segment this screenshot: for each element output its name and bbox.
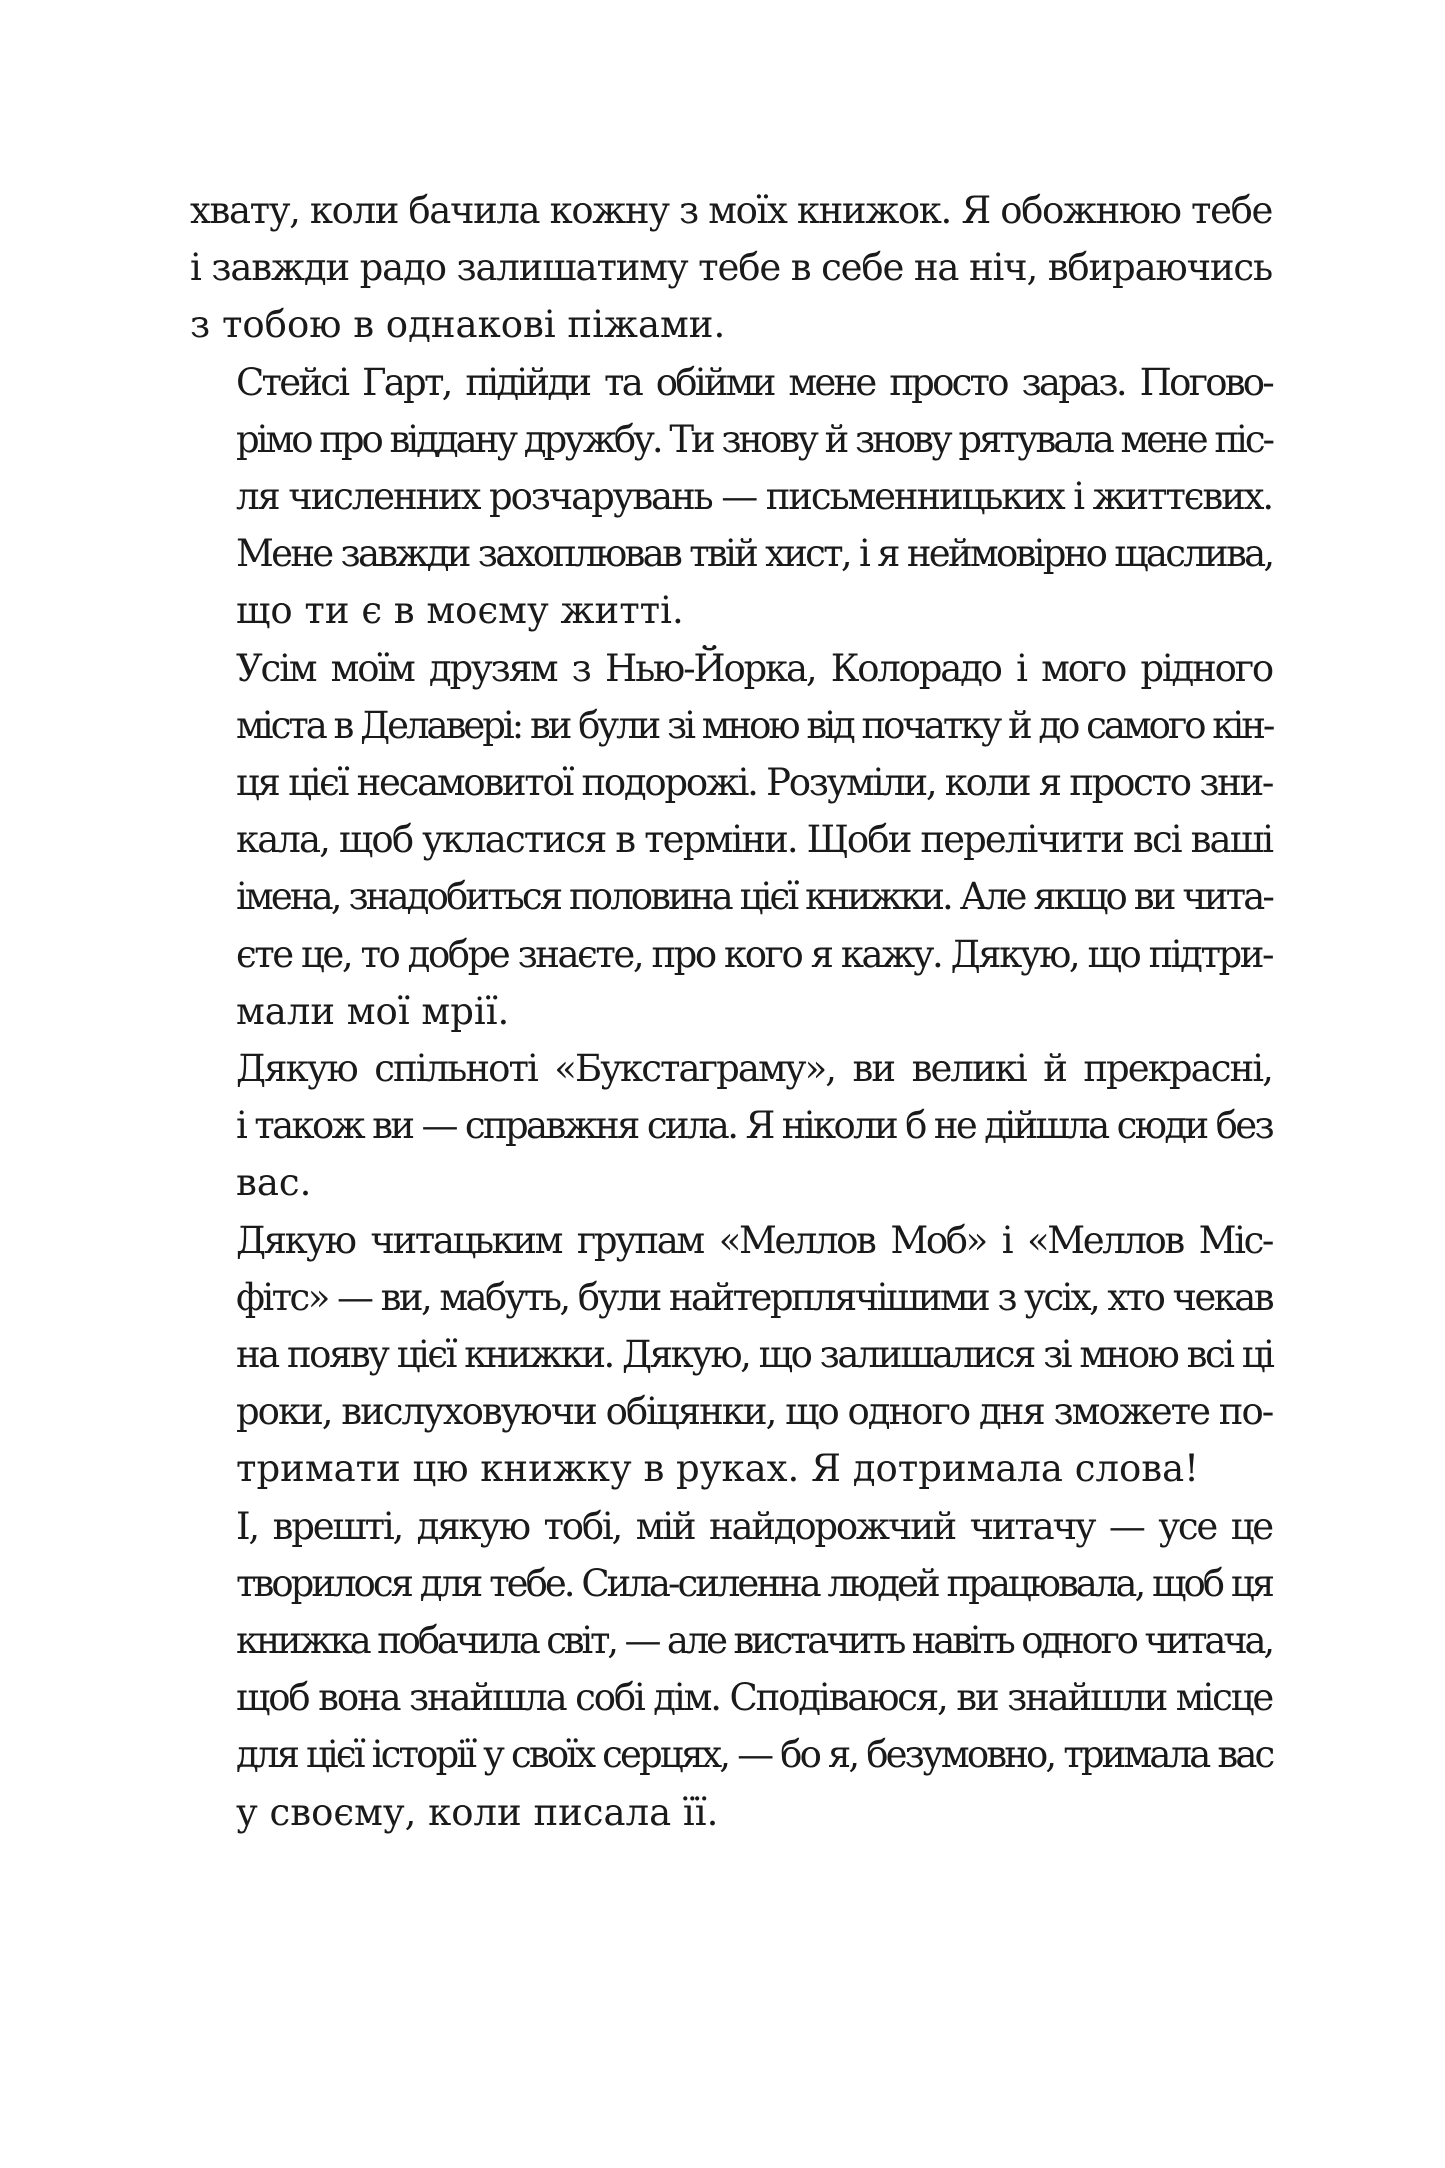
text-line: рімо про віддану дружбу. Ти знову й знову рятувала мене піс-: [236, 417, 1272, 461]
paragraph-reading-groups: [190, 1212, 1272, 1498]
text-line: І, врешті, дякую тобі, мій найдорожчий читачу — усе це: [236, 1504, 1272, 1548]
text-line: мали мої мрії.: [236, 989, 510, 1033]
text-line: Дякую читацьким групам «Меллов Моб» і «Меллов Міс-: [236, 1218, 1272, 1262]
paragraph-family: [190, 182, 1272, 354]
paragraph-reader: [190, 1498, 1272, 1841]
text-line: імена, знадобиться половина цієї книжки. Але якщо ви чита-: [236, 875, 1272, 919]
text-line: з тобою в однакові піжами.: [190, 303, 726, 347]
text-line: роки, вислуховуючи обіцянки, що одного дня зможете по-: [236, 1390, 1273, 1434]
paragraph-bookstagram: [190, 1040, 1272, 1212]
text-line: у своєму, коли писала її.: [236, 1790, 719, 1834]
text-line: єте це, то добре знаєте, про кого я кажу. Дякую, що підтри-: [236, 932, 1272, 976]
text-line: вас.: [236, 1161, 312, 1205]
text-line: що ти є в моєму житті.: [236, 589, 684, 633]
paragraph-friends: [190, 640, 1272, 1040]
text-line: для цієї історії у своїх серцях, — бо я, безумовно, тримала вас: [236, 1733, 1273, 1777]
text-line: Мене завжди захоплював твій хист, і я неймовірно щаслива,: [236, 532, 1273, 576]
text-line: кала, щоб укластися в терміни. Щоби перелічити всі ваші: [236, 818, 1273, 862]
text-line: фітс» — ви, мабуть, були найтерплячішими з усіх, хто чекав: [236, 1275, 1273, 1319]
text-line: ця цієї несамовитої подорожі. Розуміли, коли я просто зни-: [236, 761, 1273, 805]
text-line: міста в Делавері: ви були зі мною від початку й до самого кін-: [236, 703, 1273, 747]
text-line: ля численних розчарувань — письменницьких і життєвих.: [236, 475, 1273, 519]
paragraph-friend: [190, 354, 1272, 640]
text-line: Усім моїм друзям з Нью-Йорка, Колорадо і мого рідного: [236, 646, 1272, 690]
text-line: книжка побачила світ, — але вистачить навіть одного читача,: [236, 1619, 1272, 1663]
text-line: творилося для тебе. Сила-силенна людей працювала, щоб ця: [236, 1561, 1272, 1605]
page-body: [190, 182, 1272, 1841]
text-line: на появу цієї книжки. Дякую, що залишалися зі мною всі ці: [236, 1333, 1273, 1377]
text-line: Дякую спільноті «Букстаграму», ви великі й прекрасні,: [236, 1047, 1272, 1091]
text-line: Стейсі Гарт, підійди та обійми мене просто зараз. Погово-: [236, 360, 1272, 404]
text-line: хвату, коли бачила кожну з моїх книжок. Я обожнюю тебе: [190, 189, 1273, 232]
text-line: щоб вона знайшла собі дім. Сподіваюся, ви знайшли місце: [236, 1676, 1273, 1720]
text-line: і завжди радо залишатиму тебе в себе на ніч, вбираючись: [190, 246, 1272, 290]
text-line: і також ви — справжня сила. Я ніколи б не дійшла сюди без: [236, 1104, 1272, 1148]
text-line: тримати цю книжку в руках. Я дотримала слова!: [236, 1447, 1200, 1491]
